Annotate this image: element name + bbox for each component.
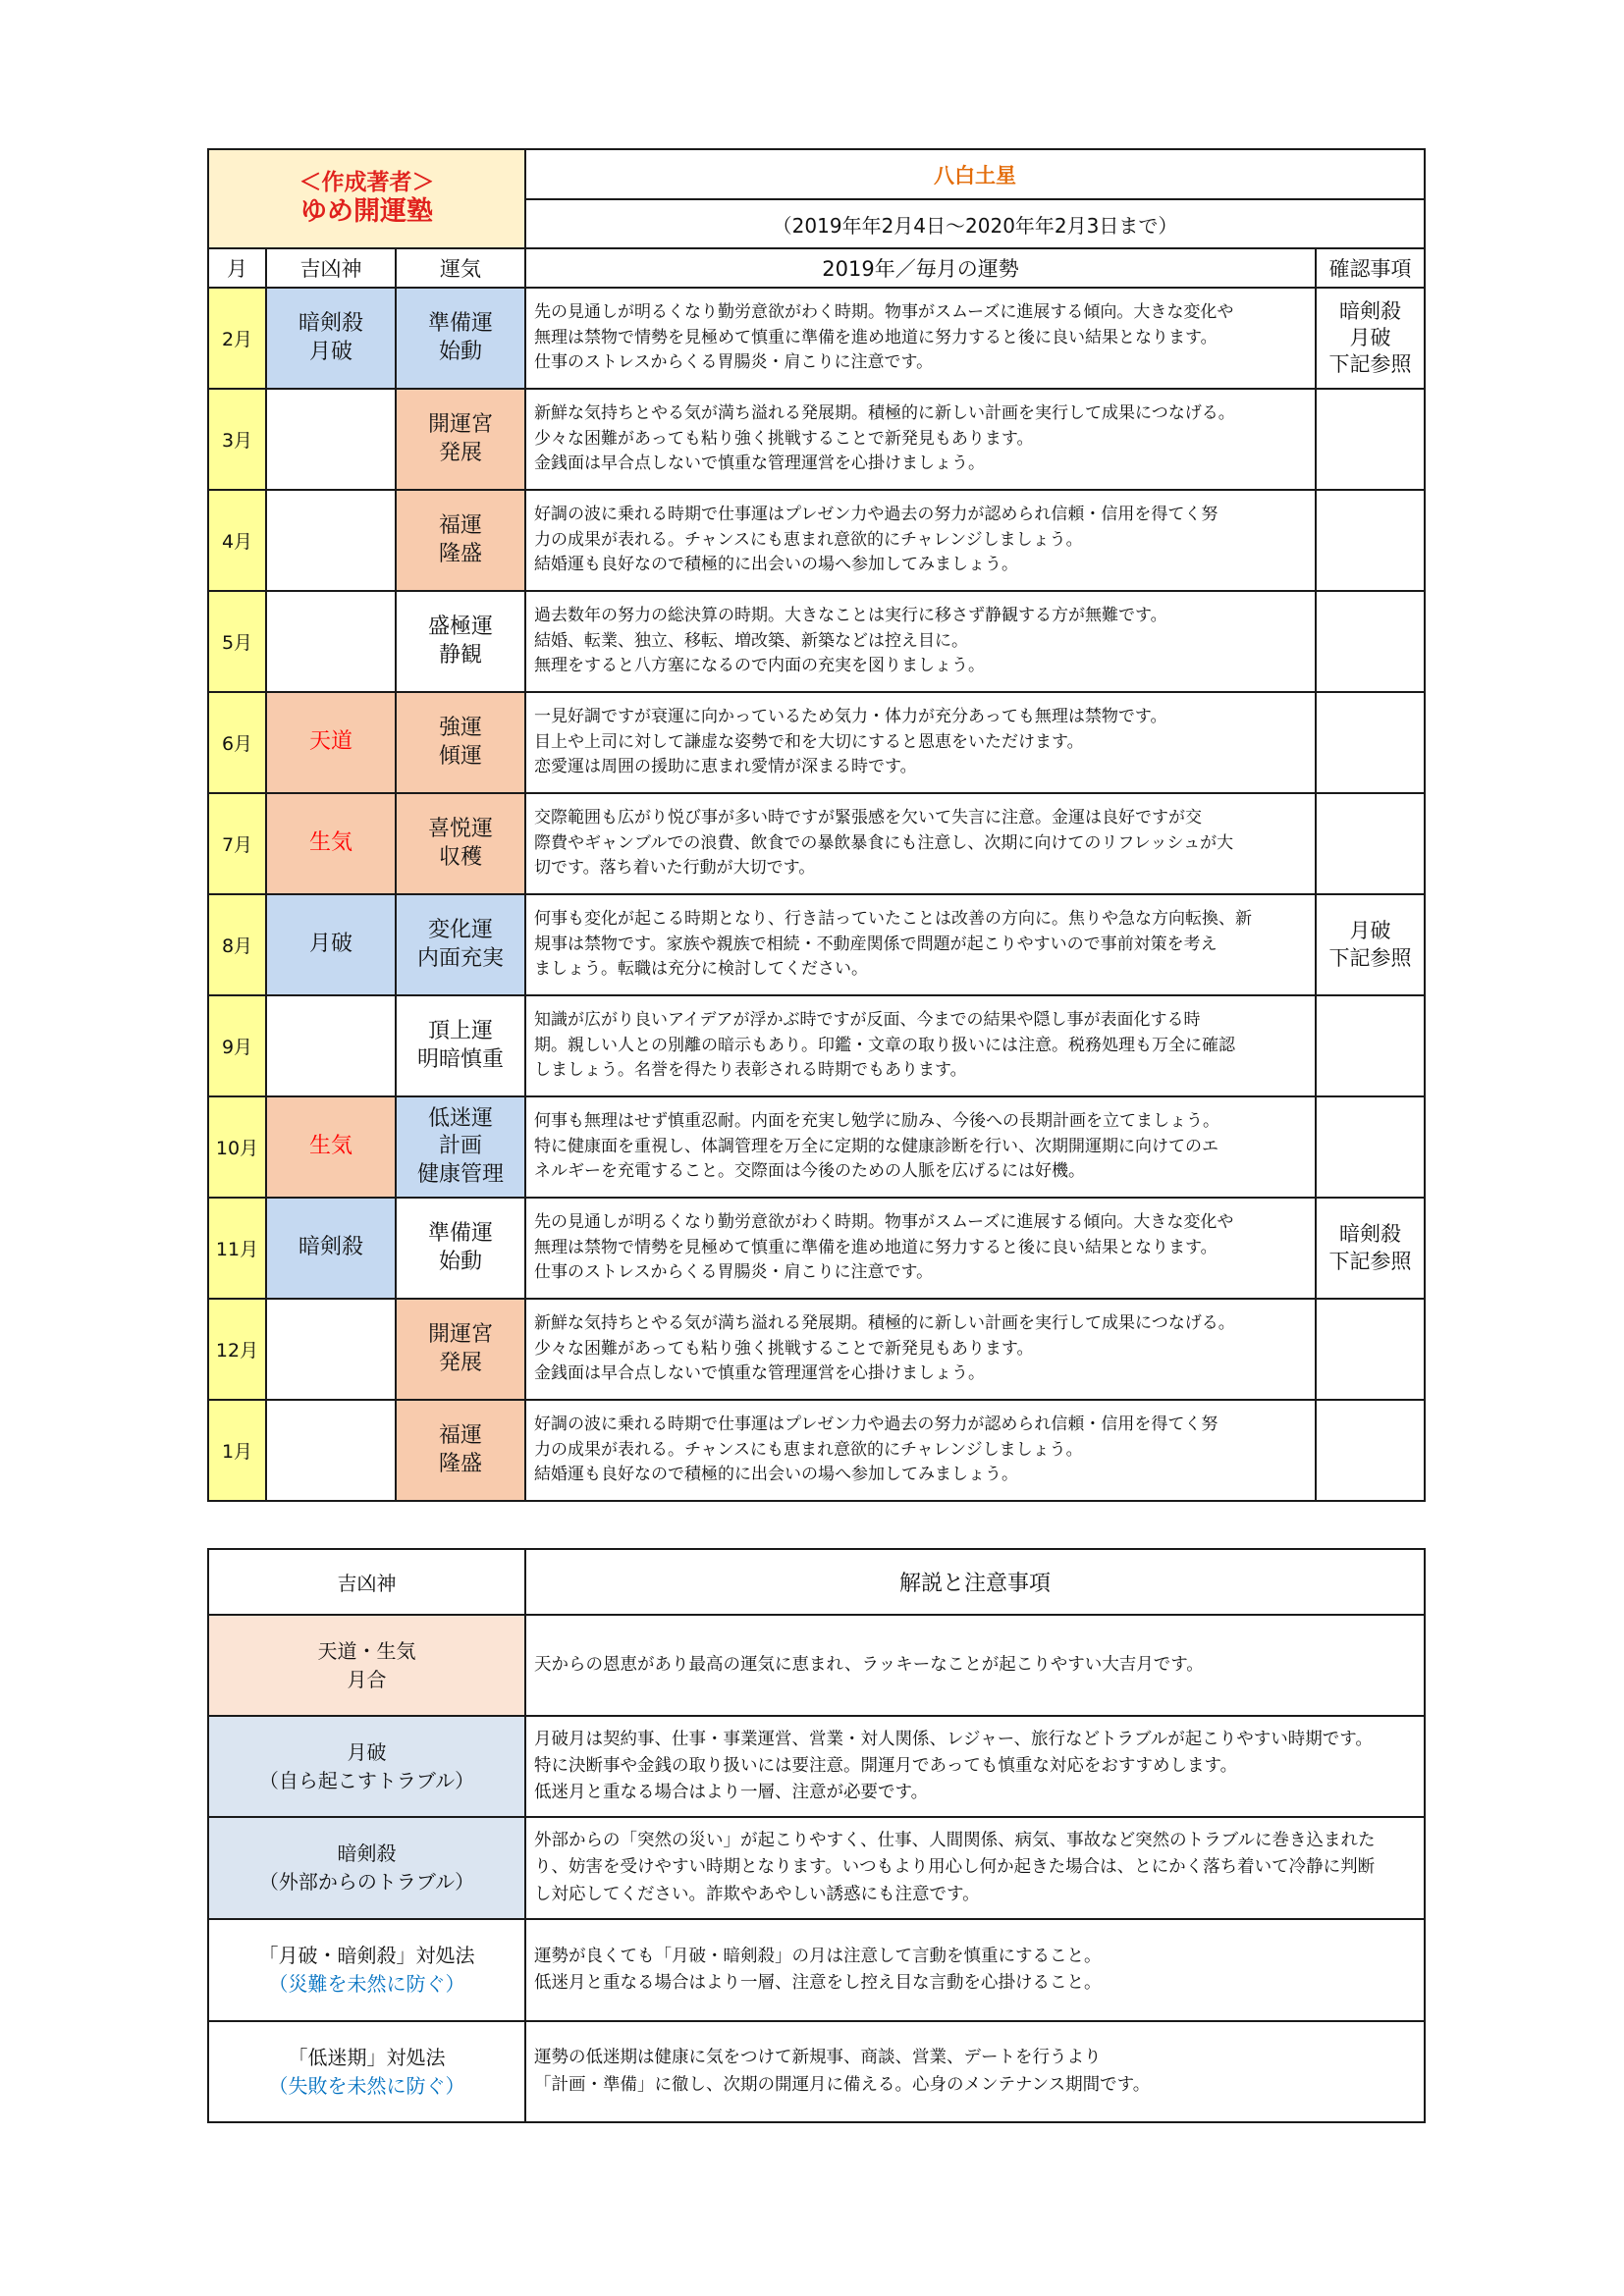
- god-label: 生気: [308, 1134, 352, 1159]
- luck-cell: [396, 894, 525, 995]
- fortune-line: 先の見通しが明るくなり勤労意欲がわく時期。物事がスムーズに進展する傾向。大きな変化や: [534, 1211, 1234, 1232]
- confirm-cell: [1316, 692, 1425, 793]
- luck-cell: [396, 793, 525, 894]
- confirm-cell: [1316, 288, 1425, 389]
- god-cell: [266, 1096, 396, 1198]
- luck-label: 収穫: [439, 844, 483, 870]
- month-label: 7月: [208, 793, 266, 894]
- fortune-description: [525, 389, 1316, 490]
- fortune-line: 金銭面は早合点しないで慎重な管理運営を心掛けましょう。: [534, 454, 986, 474]
- fortune-line: 何事も変化が起こる時期となり、行き詰っていたことは改善の方向に。焦りや急な方向転換、新: [534, 908, 1253, 929]
- fortune-line: 新鮮な気持ちとやる気が満ち溢れる発展期。積極的に新しい計画を実行して成果につなげる。: [534, 402, 1235, 423]
- period-text: （2019年年2月4日～2020年年2月3日まで）: [525, 199, 1425, 248]
- luck-label: 準備運: [428, 310, 494, 336]
- confirm-cell: [1316, 389, 1425, 490]
- confirm-cell: [1316, 894, 1425, 995]
- month-label: 3月: [208, 389, 266, 490]
- note-name: 暗剣殺: [337, 1842, 397, 1865]
- note-subtitle: （失敗を未然に防ぐ）: [268, 2073, 465, 2098]
- note-subtitle: （災難を未然に防ぐ）: [268, 1972, 465, 1996]
- note-name: 月合: [347, 1667, 387, 1691]
- luck-label: 発展: [439, 440, 483, 465]
- month-row: [208, 591, 1425, 692]
- fortune-line: 特に健康面を重視し、体調管理を万全に定期的な健康診断を行い、次期開運期に向けてのエ: [534, 1136, 1219, 1156]
- fortune-line: 過去数年の努力の総決算の時期。大きなことは実行に移さず静観する方が無難です。: [534, 605, 1167, 625]
- god-cell: [266, 995, 396, 1096]
- month-label: 8月: [208, 894, 266, 995]
- luck-cell: [396, 1400, 525, 1501]
- month-row: [208, 288, 1425, 389]
- god-label: 生気: [308, 830, 352, 856]
- month-row: [208, 793, 1425, 894]
- month-row: [208, 995, 1425, 1096]
- luck-cell: [396, 692, 525, 793]
- col-header-confirm: 確認事項: [1316, 248, 1425, 288]
- note-name: 「月破・暗剣殺」対処法: [258, 1944, 475, 1967]
- god-cell: [266, 591, 396, 692]
- luck-cell: [396, 995, 525, 1096]
- month-label: 4月: [208, 490, 266, 591]
- god-cell: [266, 490, 396, 591]
- note-name: （外部からのトラブル）: [258, 1870, 475, 1894]
- month-label: 9月: [208, 995, 266, 1096]
- luck-label: 喜悦運: [428, 816, 494, 841]
- fortune-line: 仕事のストレスからくる胃腸炎・肩こりに注意です。: [534, 1262, 934, 1283]
- col-header-luck: 運気: [396, 248, 525, 288]
- luck-label: 隆盛: [439, 1451, 483, 1476]
- confirm-cell: [1316, 793, 1425, 894]
- confirm-cell: [1316, 1400, 1425, 1501]
- fortune-line: 少々な困難があっても粘り強く挑戦することで新発見もあります。: [534, 1338, 1034, 1359]
- god-label: 暗剣殺: [298, 1235, 363, 1260]
- confirm-cell: [1316, 1299, 1425, 1400]
- note-description: [525, 1716, 1425, 1817]
- star-title: 八白土星: [525, 149, 1425, 199]
- fortune-description: [525, 1198, 1316, 1299]
- notes-header-notes: 解説と注意事項: [525, 1549, 1425, 1615]
- luck-label: 福運: [439, 512, 483, 538]
- luck-label: 隆盛: [439, 541, 483, 566]
- fortune-line: 交際範囲も広がり悦び事が多い時ですが緊張感を欠いて失言に注意。金運は良好ですが交: [534, 807, 1203, 828]
- note-name-cell: [208, 1919, 525, 2021]
- fortune-description: [525, 793, 1316, 894]
- confirm-label: 下記参照: [1328, 945, 1412, 970]
- confirm-cell: [1316, 591, 1425, 692]
- fortune-line: 好調の波に乗れる時期で仕事運はプレゼン力や過去の努力が認められ信頼・信用を得てく努: [534, 1414, 1218, 1434]
- fortune-line: 仕事のストレスからくる胃腸炎・肩こりに注意です。: [534, 352, 934, 373]
- luck-label: 内面充実: [417, 945, 505, 971]
- luck-label: 静観: [439, 642, 483, 667]
- fortune-description: [525, 288, 1316, 389]
- fortune-line: 少々な困難があっても粘り強く挑戦することで新発見もあります。: [534, 428, 1034, 449]
- god-label: 暗剣殺: [298, 310, 363, 336]
- col-header-month: 月: [208, 248, 266, 288]
- fortune-line: 知識が広がり良いアイデアが浮かぶ時ですが反面、今までの結果や隠し事が表面化する時: [534, 1009, 1201, 1030]
- luck-label: 始動: [439, 339, 483, 364]
- month-label: 2月: [208, 288, 266, 389]
- fortune-line: 先の見通しが明るくなり勤労意欲がわく時期。物事がスムーズに進展する傾向。大きな変化や: [534, 301, 1234, 322]
- god-cell: [266, 1299, 396, 1400]
- note-line: 「計画・準備」に徹し、次期の開運月に備える。心身のメンテナンス期間です。: [534, 2074, 1151, 2095]
- note-description: [525, 1817, 1425, 1919]
- note-row: [208, 2021, 1425, 2122]
- fortune-line: 結婚、転業、独立、移転、増改築、新築などは控え目に。: [534, 630, 969, 651]
- fortune-description: [525, 894, 1316, 995]
- fortune-line: 何事も無理はせず慎重忍耐。内面を充実し勉学に励み、今後への長期計画を立てましょう。: [534, 1110, 1220, 1131]
- note-line: し対応してください。詐欺やあやしい誘惑にも注意です。: [534, 1884, 980, 1904]
- luck-label: 準備運: [428, 1220, 494, 1246]
- luck-label: 盛極運: [428, 614, 494, 639]
- fortune-description: [525, 995, 1316, 1096]
- fortune-line: 無理をすると八方塞になるので内面の充実を図りましょう。: [534, 656, 986, 676]
- author-name: ゆめ開運塾: [300, 196, 434, 228]
- fortune-line: 新鮮な気持ちとやる気が満ち溢れる発展期。積極的に新しい計画を実行して成果につなげる。: [534, 1312, 1235, 1333]
- note-line: 月破月は契約事、仕事・事業運営、営業・対人関係、レジャー、旅行などトラブルが起こりやすい時期です。: [534, 1729, 1373, 1749]
- fortune-line: しましょう。名誉を得たり表彰される時期でもあります。: [534, 1060, 967, 1081]
- note-name: 月破: [347, 1739, 387, 1764]
- luck-cell: [396, 389, 525, 490]
- month-row: [208, 1198, 1425, 1299]
- month-row: [208, 894, 1425, 995]
- note-name: 「低迷期」対処法: [288, 2045, 446, 2069]
- note-name: 天道・生気: [317, 1638, 416, 1663]
- fortune-line: 規事は禁物です。家族や親族で相続・不動産関係で問題が起こりやすいので事前対策を考え: [534, 934, 1218, 954]
- god-cell: [266, 1198, 396, 1299]
- luck-label: 強運: [439, 715, 483, 740]
- confirm-label: 下記参照: [1328, 1249, 1412, 1273]
- note-line: 運勢が良くても「月破・暗剣殺」の月は注意して言動を慎重にすること。: [534, 1946, 1102, 1966]
- month-row: [208, 490, 1425, 591]
- confirm-cell: [1316, 1096, 1425, 1198]
- luck-label: 開運宮: [428, 411, 494, 437]
- note-row: [208, 1716, 1425, 1817]
- fortune-line: 金銭面は早合点しないで慎重な管理運営を心掛けましょう。: [534, 1363, 986, 1384]
- god-label: 天道: [308, 729, 352, 755]
- col-header-god: 吉凶神: [266, 248, 396, 288]
- fortune-description: [525, 1096, 1316, 1198]
- month-label: 10月: [208, 1096, 266, 1198]
- fortune-line: 期。親しい人との別離の暗示もあり。印鑑・文章の取り扱いには注意。税務処理も万全に確認: [534, 1035, 1236, 1055]
- note-name-cell: [208, 2021, 525, 2122]
- fortune-description: [525, 490, 1316, 591]
- fortune-description: [525, 591, 1316, 692]
- luck-label: 頂上運: [428, 1018, 494, 1043]
- god-cell: [266, 288, 396, 389]
- note-row: [208, 1919, 1425, 2021]
- god-cell: [266, 793, 396, 894]
- note-name: （自ら起こすトラブル）: [258, 1768, 475, 1792]
- note-line: 低迷月と重なる場合はより一層、注意をし控え目な言動を心掛けること。: [534, 1973, 1102, 1993]
- note-line: 特に決断事や金銭の取り扱いには要注意。開運月であっても慎重な対応をおすすめします。: [534, 1755, 1238, 1776]
- month-label: 6月: [208, 692, 266, 793]
- confirm-cell: [1316, 1198, 1425, 1299]
- fortune-line: 無理は禁物で情勢を見極めて慎重に準備を進め地道に努力すると後に良い結果となります。: [534, 327, 1218, 347]
- notes-header-god: 吉凶神: [208, 1549, 525, 1615]
- god-cell: [266, 894, 396, 995]
- fortune-line: 結婚運も良好なので積極的に出会いの場へ参加してみましょう。: [534, 1465, 1019, 1485]
- fortune-line: 力の成果が表れる。チャンスにも恵まれ意欲的にチャレンジしましょう。: [534, 529, 1083, 550]
- fortune-line: 恋愛運は周囲の援助に恵まれ愛情が深まる時です。: [534, 757, 917, 777]
- luck-label: 始動: [439, 1249, 483, 1274]
- fortune-line: ネルギーを充電すること。交際面は今後のための人脈を広げるには好機。: [534, 1161, 1086, 1182]
- confirm-cell: [1316, 995, 1425, 1096]
- fortune-description: [525, 692, 1316, 793]
- luck-cell: [396, 288, 525, 389]
- luck-cell: [396, 1299, 525, 1400]
- note-line: 運勢の低迷期は健康に気をつけて新規事、商談、営業、デートを行うより: [534, 2048, 1102, 2068]
- fortune-line: 好調の波に乗れる時期で仕事運はプレゼン力や過去の努力が認められ信頼・信用を得てく努: [534, 504, 1218, 524]
- month-row: [208, 1096, 1425, 1198]
- fortune-description: [525, 1400, 1316, 1501]
- luck-label: 低迷運: [428, 1105, 494, 1131]
- confirm-label: 月破: [1349, 919, 1391, 943]
- god-label: 月破: [308, 932, 352, 957]
- month-row: [208, 1299, 1425, 1400]
- luck-label: 傾運: [439, 743, 483, 769]
- fortune-line: 切です。落ち着いた行動が大切です。: [534, 858, 816, 879]
- note-description: [525, 1615, 1425, 1716]
- note-description: [525, 2021, 1425, 2122]
- month-row: [208, 692, 1425, 793]
- luck-label: 明暗慎重: [417, 1046, 505, 1072]
- month-label: 5月: [208, 591, 266, 692]
- luck-cell: [396, 591, 525, 692]
- month-row: [208, 389, 1425, 490]
- luck-cell: [396, 490, 525, 591]
- fortune-description: [525, 1299, 1316, 1400]
- luck-label: 発展: [439, 1350, 483, 1375]
- note-row: [208, 1817, 1425, 1919]
- fortune-line: 力の成果が表れる。チャンスにも恵まれ意欲的にチャレンジしましょう。: [534, 1439, 1083, 1460]
- col-header-fortune: 2019年／毎月の運勢: [525, 248, 1316, 288]
- note-name-cell: [208, 1716, 525, 1817]
- month-label: 1月: [208, 1400, 266, 1501]
- notes-table: [207, 1548, 1426, 2123]
- luck-label: 変化運: [428, 917, 494, 942]
- confirm-label: 暗剣殺: [1339, 1222, 1402, 1247]
- note-line: 低迷月と重なる場合はより一層、注意が必要です。: [534, 1783, 929, 1803]
- fortune-line: 結婚運も良好なので積極的に出会いの場へ参加してみましょう。: [534, 555, 1019, 575]
- confirm-label: 下記参照: [1328, 352, 1412, 377]
- god-cell: [266, 1400, 396, 1501]
- note-description: [525, 1919, 1425, 2021]
- fortune-line: 目上や上司に対して謙虚な姿勢で和を大切にすると恩恵をいただけます。: [534, 731, 1084, 752]
- note-line: り、妨害を受けやすい時期となります。いつもより用心し何か起きた場合は、とにかく落ち着いて冷静に判断: [534, 1857, 1376, 1878]
- month-label: 11月: [208, 1198, 266, 1299]
- note-line: 天からの恩恵があり最高の運気に恵まれ、ラッキーなことが起こりやすい大吉月です。: [534, 1654, 1204, 1675]
- luck-label: 健康管理: [417, 1161, 505, 1187]
- note-line: 外部からの「突然の災い」が起こりやすく、仕事、人間関係、病気、事故など突然のトラブルに巻き込まれた: [534, 1831, 1376, 1851]
- luck-label: 福運: [439, 1422, 483, 1448]
- luck-label: 計画: [439, 1134, 483, 1159]
- god-cell: [266, 389, 396, 490]
- fortune-line: 無理は禁物で情勢を見極めて慎重に準備を進め地道に努力すると後に良い結果となります。: [534, 1237, 1218, 1257]
- monthly-fortune-table: [207, 148, 1426, 1502]
- confirm-label: 月破: [1349, 325, 1391, 349]
- confirm-label: 暗剣殺: [1339, 298, 1402, 323]
- note-name-cell: [208, 1615, 525, 1716]
- note-name-cell: [208, 1817, 525, 1919]
- month-row: [208, 1400, 1425, 1501]
- author-cell: [208, 149, 525, 248]
- luck-cell: [396, 1096, 525, 1198]
- fortune-line: 一見好調ですが衰運に向かっているため気力・体力が充分あっても無理は禁物です。: [534, 706, 1167, 726]
- god-cell: [266, 692, 396, 793]
- note-row: [208, 1615, 1425, 1716]
- fortune-line: 際費やギャンブルでの浪費、飲食での暴飲暴食にも注意し、次期に向けてのリフレッシュが大: [534, 832, 1234, 853]
- confirm-cell: [1316, 490, 1425, 591]
- luck-label: 開運宮: [428, 1321, 494, 1347]
- god-label: 月破: [308, 339, 352, 364]
- luck-cell: [396, 1198, 525, 1299]
- fortune-line: ましょう。転職は充分に検討してください。: [534, 959, 869, 980]
- author-label: ＜作成著者＞: [298, 170, 435, 195]
- month-label: 12月: [208, 1299, 266, 1400]
